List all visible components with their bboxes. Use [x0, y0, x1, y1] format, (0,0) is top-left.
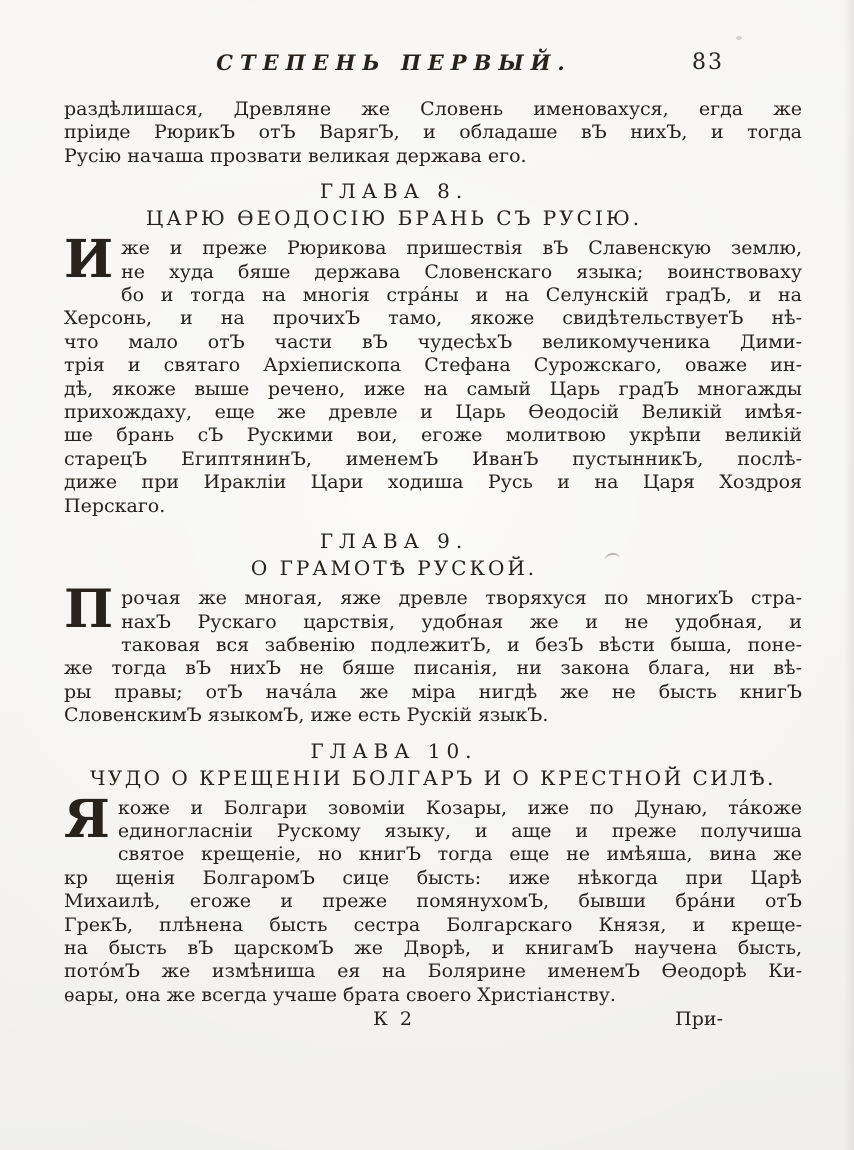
text-line: прихождаху, еще же древле и Царь Ѳеодосій Великій имѣя-: [64, 401, 802, 424]
chapter-10-paragraph: [64, 788, 802, 1008]
chapter-9-paragraph: [64, 579, 802, 727]
text-line: пото́мЪ же измѣниша ея на Болярине именемЪ Ѳеодорѣ Ки-: [64, 960, 802, 983]
chapter-10-heading: ГЛАВА 10.: [310, 738, 478, 763]
text-line: единогласніи Рускому языку, и аще и преже получиша: [117, 819, 802, 842]
text-line: Херсонь, и на прочихЪ тамо, якоже свидѣтельствуетЪ нѣ-: [64, 307, 802, 330]
text-line: бо и тогда на многія стра́ны и на Селунскій градЪ, и на: [121, 284, 802, 307]
text-line: же и преже Рюрикова пришествія вЪ Славенскую землю,: [121, 237, 802, 260]
text-line: дѣ, якоже выше речено, иже на самый Царь градЪ многажды: [64, 377, 802, 400]
text-line: Перскаго.: [64, 494, 166, 517]
text-block: [64, 50, 802, 1034]
dropcap-initial: П: [64, 579, 114, 641]
text-line: кр щенія БолгаромЪ сице бысть: иже нѣкогда при Царѣ: [64, 866, 802, 889]
intro-paragraph: [64, 98, 802, 168]
running-header-title: СТЕПЕНЬ ПЕРВЫЙ.: [216, 50, 572, 75]
dropcap-initial: И: [64, 229, 114, 291]
chapter-8-title: ЦАРЮ ѲЕОДОСІЮ БРАНЬ СЪ РУСІЮ.: [145, 206, 643, 231]
text-line: СловенскимЪ языкомЪ, иже есть Рускій языкЪ.: [64, 704, 549, 727]
text-line: таковая вся забвенію подлежитЪ, и безЪ вѣсти быша, поне-: [121, 633, 802, 656]
text-line: коже и Болгари зовоміи Козары, иже по Дунаю, та́коже: [117, 796, 802, 819]
text-line: ѳары, она же всегда учаше брата своего Христіанству.: [64, 983, 616, 1006]
catchword: При-: [675, 1008, 723, 1031]
text-line: рочая же многая, яже древле творяхуся по многихЪ стра-: [121, 587, 802, 610]
page-footer: [64, 1008, 802, 1034]
text-line: пріиде РюрикЪ отЪ ВарягЪ, и обладаше вЪ нихЪ, и тогда: [64, 121, 802, 144]
page-number: 83: [692, 50, 724, 75]
chapter-9-title: О ГРАМОТѢ РУСКОЙ.: [250, 556, 538, 581]
text-line: что мало отЪ части вЪ чудесѣхЪ великомученика Дими-: [64, 330, 802, 353]
text-line: нахЪ Рускаго царствія, удобная же и не удобная, и: [121, 610, 802, 633]
text-line: на бысть вЪ царскомЪ же Дворѣ, и книгамЪ научена бысть,: [64, 936, 802, 959]
quire-signature: К 2: [373, 1008, 415, 1031]
dropcap-initial: Я: [64, 788, 110, 850]
text-line: святое крещеніе, но книгЪ тогда еще не имѣяша, вина же: [117, 843, 802, 866]
text-line: же тогда вЪ нихЪ не бяше писанія, ни закона блага, ни вѣ-: [64, 657, 802, 680]
text-line: Русію начаша прозвати великая держава его.: [64, 144, 527, 167]
chapter-10-title: ЧУДО О КРЕЩЕНІИ БОЛГАРЪ И О КРЕСТНОЙ СИЛѢ.: [89, 765, 777, 790]
text-line: Михаилѣ, егоже и преже помянухомЪ, бывши бра́ни отЪ: [64, 890, 802, 913]
running-header: [64, 50, 802, 78]
scan-artifact: [736, 36, 742, 40]
chapter-8-heading: ГЛАВА 8.: [319, 179, 469, 204]
scan-edge-shading: [844, 0, 854, 1150]
text-line: ше брань сЪ Рускими вои, егоже молитвою укрѣпи великій: [64, 424, 802, 447]
text-line: старецЪ ЕгиптянинЪ, именемЪ ИванЪ пустынникЪ, послѣ-: [64, 447, 802, 470]
text-line: диже при Иракліи Цари ходиша Русь и на Царя Хоздроя: [64, 471, 802, 494]
chapter-9-heading: ГЛАВА 9.: [319, 529, 469, 554]
text-line: раздѣлишася, Древляне же Словень именовахуся, егда же: [64, 98, 802, 120]
text-line: не худа бяше держава Словенскаго языка; воинствоваху: [121, 260, 802, 283]
chapter-8-paragraph: [64, 229, 802, 518]
text-line: ГрекЪ, плѣнена бысть сестра Болгарскаго Князя, и креще-: [64, 913, 802, 936]
text-line: трія и святаго Архіепископа Стефана Сурожскаго, оваже ин-: [64, 354, 802, 377]
text-line: ры правы; отЪ нача́ла же міра нигдѣ же не бысть книгЪ: [64, 680, 802, 703]
